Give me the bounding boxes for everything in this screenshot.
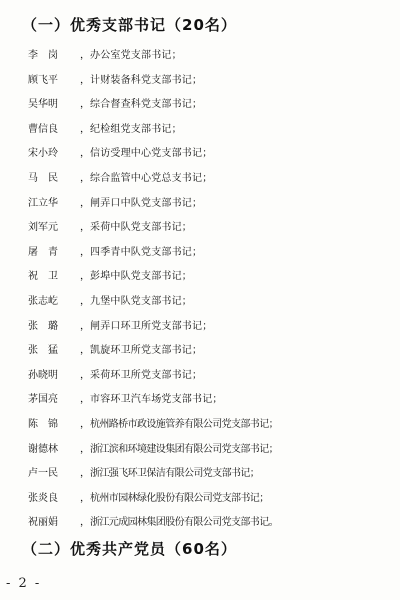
name-separator: ， [80,468,90,480]
person-name: 宋小玲 [28,148,58,160]
list-item [28,265,400,290]
person-name: 卢一民 [28,468,58,480]
name-separator: ， [80,369,90,381]
name-separator: ， [80,320,90,332]
list-item [28,511,400,536]
person-role: 彭埠中队党支部书记； [90,271,192,283]
page-number: - 2 - [6,576,42,591]
person-role: 凯旋环卫所党支部书记； [90,345,203,357]
person-role: 计财装备科党支部书记； [90,74,203,86]
person-role: 信访受理中心党支部书记； [90,148,213,160]
name-separator: ， [80,222,90,234]
list-item [28,413,400,438]
person-name: 屠 青 [28,246,58,258]
list-item [28,241,400,266]
name-separator: ， [80,492,90,504]
list-item [28,388,400,413]
name-separator: ， [80,197,90,209]
list-item [28,339,400,364]
name-separator: ， [80,418,90,430]
person-name: 江立华 [28,197,58,209]
person-name: 祝 卫 [28,271,58,283]
name-separator: ， [80,172,90,184]
list-item [28,69,400,94]
person-role: 综合督查科党支部书记； [90,99,203,111]
name-separator: ， [80,74,90,86]
list-item [28,462,400,487]
branch-secretary-list [28,44,400,536]
person-name: 孙晓明 [28,369,58,381]
name-separator: ， [80,443,90,455]
person-role: 纪检组党支部书记； [90,123,182,135]
name-separator: ， [80,99,90,111]
list-item [28,118,400,143]
person-role: 浙江强飞环卫保洁有限公司党支部书记； [90,468,260,480]
person-role: 综合监管中心党总支书记； [90,172,213,184]
person-role: 闸弄口环卫所党支部书记； [90,320,213,332]
section-heading-outstanding-party-members: （二）优秀共产党员（60名） [22,540,237,558]
person-name: 李 岗 [28,50,58,61]
person-role: 市容环卫汽车场党支部书记； [90,394,223,406]
list-item [28,315,400,340]
list-item [28,167,400,192]
person-role: 九堡中队党支部书记； [90,295,192,307]
list-item [28,93,400,118]
list-item [28,290,400,315]
person-role: 杭州市园林绿化股份有限公司党支部书记； [90,492,269,504]
list-item [28,192,400,217]
person-role: 浙江滨和环境建设集团有限公司党支部书记； [90,443,278,455]
person-name: 张炎良 [28,492,58,504]
name-separator: ， [80,271,90,283]
person-name: 刘军元 [28,222,58,234]
person-name: 张志屹 [28,295,58,307]
name-separator: ， [80,148,90,160]
person-name: 吴华明 [28,99,58,111]
person-role: 杭州路桥市政设施管养有限公司党支部书记； [90,418,278,430]
list-item [28,142,400,167]
person-role: 四季青中队党支部书记； [90,246,203,258]
person-role: 办公室党支部书记； [90,50,182,61]
name-separator: ， [80,123,90,135]
list-item [28,44,400,69]
name-separator: ， [80,517,90,529]
person-name: 谢德林 [28,443,58,455]
person-role: 浙江元成园林集团股份有限公司党支部书记。 [90,517,278,529]
person-name: 张 猛 [28,345,58,357]
name-separator: ， [80,246,90,258]
list-item [28,216,400,241]
person-name: 张 璐 [28,320,58,332]
person-name: 陈 锦 [28,418,58,430]
name-separator: ， [80,295,90,307]
name-separator: ， [80,394,90,406]
person-role: 采荷中队党支部书记； [90,222,192,234]
person-role: 采荷环卫所党支部书记； [90,369,203,381]
person-name: 马 民 [28,172,58,184]
person-name: 茅国亮 [28,394,58,406]
person-name: 祝丽娟 [28,517,58,529]
person-role: 闸弄口中队党支部书记； [90,197,203,209]
name-separator: ， [80,50,90,61]
person-name: 曹信良 [28,123,58,135]
section-heading-outstanding-branch-secretaries: （一）优秀支部书记（20名） [22,16,237,34]
list-item [28,438,400,463]
person-name: 顾飞平 [28,74,58,86]
name-separator: ， [80,345,90,357]
list-item [28,364,400,389]
list-item [28,487,400,512]
